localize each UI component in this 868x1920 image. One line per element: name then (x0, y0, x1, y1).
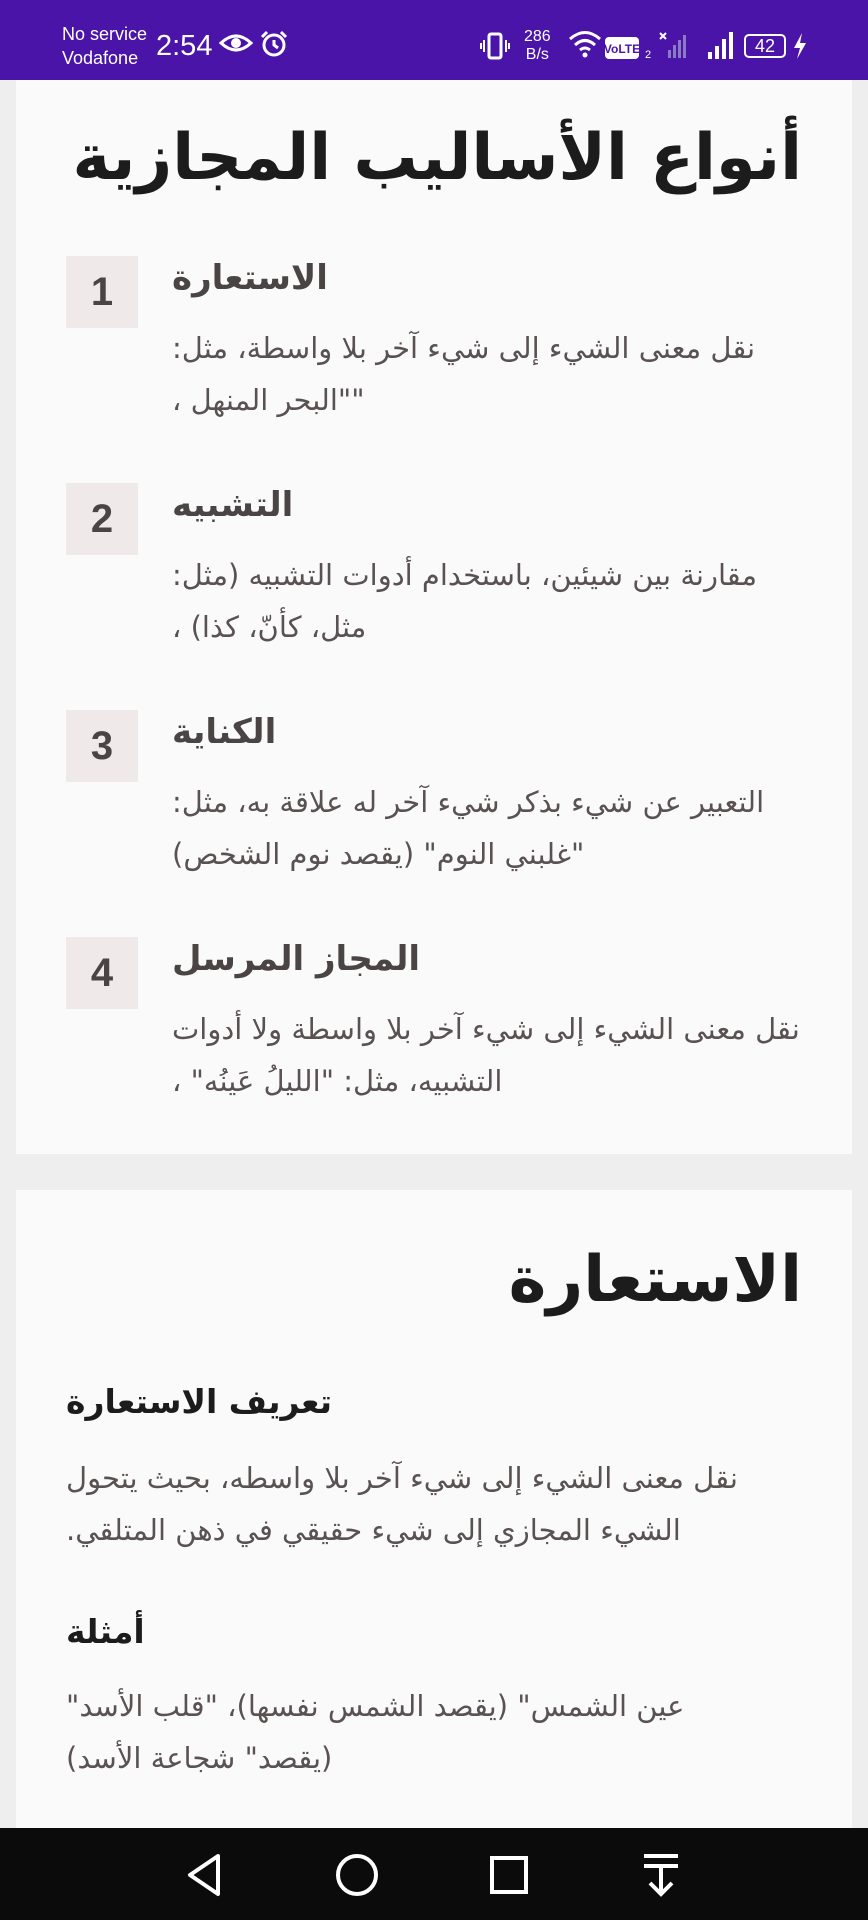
item-title: المجاز المرسل (172, 939, 421, 979)
home-icon[interactable] (332, 1850, 382, 1900)
item-title: الاستعارة (172, 258, 328, 298)
notification-pull-icon[interactable] (636, 1850, 686, 1900)
wifi-icon (568, 30, 602, 58)
battery-level: 42 (754, 35, 776, 56)
examples-heading: أمثلة (66, 1612, 145, 1651)
item-description: التعبير عن شيء بذكر شيء آخر له علاقة به، مثل: "غلبني النوم" (يقصد نوم الشخص) (172, 785, 765, 871)
metaphor-card (16, 1190, 852, 1830)
types-heading: أنواع الأساليب المجازية (72, 121, 802, 195)
examples-text: عين الشمس" (يقصد الشمس نفسها)، "قلب الأسد" (يقصد" شجاعة الأسد) (66, 1689, 685, 1775)
signal-x-icon (658, 30, 688, 60)
navigation-bar (0, 1828, 868, 1920)
network-speed (524, 28, 551, 64)
item-number-badge: 1 (66, 256, 138, 328)
back-icon[interactable] (180, 1850, 230, 1900)
vibrate-icon (480, 32, 510, 60)
volte-icon (604, 36, 650, 62)
item-number-badge: 2 (66, 483, 138, 555)
item-description: نقل معنى الشيء إلى شيء آخر بلا واسطة ولا أدوات التشبيه، مثل: "الليلُ عَينُه" ، (172, 1012, 800, 1098)
list-item (16, 256, 852, 456)
list-item (16, 710, 852, 910)
status-bar (0, 0, 868, 80)
battery-icon (744, 34, 786, 58)
list-item (16, 937, 852, 1137)
alarm-icon (259, 30, 289, 58)
speed-value: 286 (524, 28, 551, 45)
item-number-badge: 4 (66, 937, 138, 1009)
types-card (16, 80, 852, 1154)
carrier-line1: No service (62, 24, 148, 44)
item-description: مقارنة بين شيئين، باستخدام أدوات التشبيه (مثل: مثل، كأنّ، كذا) ، (172, 558, 757, 644)
recents-icon[interactable] (484, 1850, 534, 1900)
clock: 2:54 (156, 30, 213, 62)
item-title: التشبيه (172, 485, 294, 525)
item-number-badge: 3 (66, 710, 138, 782)
speed-unit: B/s (525, 46, 549, 63)
signal-icon (706, 30, 736, 60)
definition-text: نقل معنى الشيء إلى شيء آخر بلا واسطه، بحيث يتحول الشيء المجازي إلى شيء حقيقي في ذهن المتلقي. (66, 1461, 738, 1547)
carrier-info (62, 22, 147, 70)
carrier-line2: Vodafone (62, 48, 139, 68)
eye-icon (219, 32, 253, 54)
list-item (16, 483, 852, 683)
definition-heading: تعريف الاستعارة (66, 1382, 333, 1421)
item-title: الكناية (172, 712, 277, 752)
charging-icon (792, 32, 808, 60)
svg-text:2: 2 (645, 49, 652, 61)
metaphor-heading: الاستعارة (508, 1243, 802, 1317)
svg-text:VoLTE: VoLTE (603, 42, 641, 56)
item-description: نقل معنى الشيء إلى شيء آخر بلا واسطة، مثل: ""البحر المنهل ، (172, 331, 756, 417)
